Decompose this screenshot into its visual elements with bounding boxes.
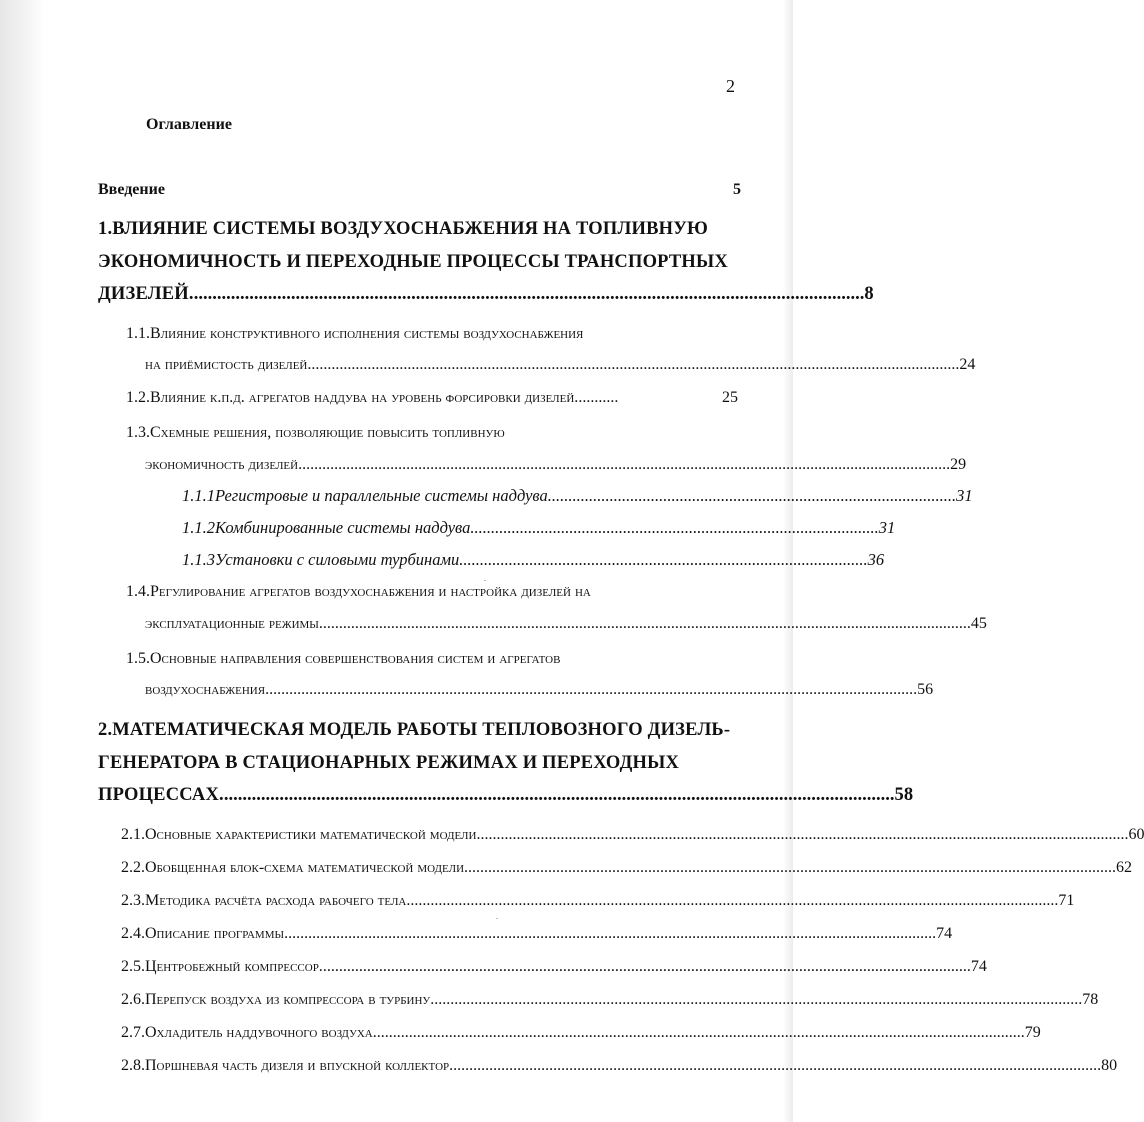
- toc-entry-1-1-2[interactable]: [182, 518, 896, 538]
- toc-page-number: 62: [1116, 859, 1133, 876]
- toc-entry-label: 1.1.2Комбинированные системы наддува.: [182, 518, 475, 537]
- toc-entry-2-2[interactable]: [121, 859, 1133, 877]
- toc-page-number: 45: [970, 615, 987, 632]
- toc-leader: ..................................................................................................................................................................: [376, 1024, 1025, 1041]
- toc-leader: ..................................................................................................: [474, 518, 879, 537]
- toc-page-number: 58: [894, 785, 914, 805]
- toc-page-number: 24: [959, 356, 976, 373]
- section-1-1-line1: 1.1.Влияние конструктивного исполнения системы воздухоснабжения: [126, 325, 584, 342]
- toc-page-number: 74: [970, 958, 987, 975]
- toc-entry-chapter-1[interactable]: [98, 284, 874, 305]
- toc-leader: ..................................................................................................................................................................: [480, 826, 1129, 843]
- toc-entry-label: 2.3.Методика расчёта расхода рабочего тела.: [121, 892, 411, 909]
- toc-entry-1-5[interactable]: [145, 681, 934, 699]
- toc-page-number: 60: [1128, 826, 1144, 843]
- toc-leader: .................................................................................................................................................: [193, 284, 865, 304]
- toc-entry-2-6[interactable]: [121, 991, 1099, 1009]
- scan-speck: [496, 918, 498, 919]
- toc-entry-label: на приёмистость дизелей.: [145, 356, 312, 373]
- toc-page-number: 31: [878, 518, 896, 537]
- toc-page-number: 56: [917, 681, 934, 698]
- toc-title: Оглавление: [146, 116, 232, 133]
- toc-page-number: 74: [936, 925, 953, 942]
- toc-entry-label: 2.2.Обобщенная блок-схема математической модели.: [121, 859, 469, 876]
- toc-entry-label: 2.5.Центробежный компрессор.: [121, 958, 323, 975]
- toc-entry-label: эксплуатационные режимы.: [145, 615, 323, 632]
- toc-entry-label: ДИЗЕЛЕЙ.: [98, 284, 194, 304]
- toc-page-number: 8: [864, 284, 874, 304]
- toc-page-number: 71: [1058, 892, 1075, 909]
- toc-leader: ..................................................................................................................................................................: [468, 859, 1117, 876]
- toc-entry-1-1[interactable]: [145, 356, 976, 374]
- toc-page-number: 79: [1024, 1024, 1041, 1041]
- toc-entry-label: 1.1.1Регистровые и параллельные системы наддува.: [182, 486, 552, 505]
- toc-entry-1-4[interactable]: [145, 615, 987, 633]
- section-1-3-line1: 1.3.Схемные решения, позволяющие повысить топливную: [126, 424, 505, 441]
- toc-leader: ..................................................................................................................................................................: [322, 958, 971, 975]
- toc-entry-label: воздухоснабжения.: [145, 681, 270, 698]
- toc-leader: ..................................................................................................: [551, 486, 957, 505]
- toc-entry-label: 2.8.Поршневая часть дизеля и впускной коллектор.: [121, 1057, 454, 1074]
- chapter-1-heading-line2: ЭКОНОМИЧНОСТЬ И ПЕРЕХОДНЫЕ ПРОЦЕССЫ ТРАНСПОРТНЫХ: [98, 252, 728, 272]
- toc-page-number: 78: [1082, 991, 1099, 1008]
- toc-entry-label: экономичность дизелей.: [145, 456, 303, 473]
- toc-leader: ..................................................................................................................................................................: [288, 925, 937, 942]
- toc-leader: ..................................................................................................................................................................: [410, 892, 1059, 909]
- page-number: 2: [726, 76, 735, 96]
- toc-entry-intro[interactable]: [98, 181, 741, 199]
- toc-entry-1-3[interactable]: [145, 456, 967, 474]
- toc-entry-label: 2.1.Основные характеристики математической модели.: [121, 826, 481, 843]
- toc-entry-label: 1.1.3Установки с силовыми турбинами.: [182, 550, 464, 569]
- toc-leader: ..................................................................................................................................................................: [302, 456, 951, 473]
- toc-leader: ..................................................................................................................................................................: [311, 356, 960, 373]
- scan-left-edge: [0, 0, 44, 1122]
- toc-leader: .................................................................................................................................................: [223, 785, 895, 805]
- toc-leader: ..................................................................................................................................................................: [453, 1057, 1102, 1074]
- toc-leader: ..................................................................................................................................................................: [434, 991, 1083, 1008]
- toc-entry-2-8[interactable]: [121, 1057, 1118, 1075]
- scan-speck: [484, 580, 486, 581]
- toc-entry-label: 2.7.Охладитель наддувочного воздуха.: [121, 1024, 377, 1041]
- toc-page-number: 25: [722, 389, 738, 406]
- toc-leader: ..........: [578, 389, 619, 406]
- section-1-4-line1: 1.4.Регулирование агрегатов воздухоснабжения и настройка дизелей на: [126, 583, 591, 600]
- toc-page-number: 5: [733, 181, 741, 198]
- toc-entry-1-2[interactable]: [126, 389, 738, 407]
- toc-entry-1-1-1[interactable]: [182, 486, 973, 506]
- toc-page-number: 36: [867, 550, 885, 569]
- toc-entry-label: Введение: [98, 181, 165, 198]
- toc-entry-chapter-2[interactable]: [98, 785, 914, 806]
- chapter-2-heading-line1: 2.МАТЕМАТИЧЕСКАЯ МОДЕЛЬ РАБОТЫ ТЕПЛОВОЗНОГО ДИЗЕЛЬ-: [98, 720, 731, 740]
- toc-entry-label: 1.2.Влияние к.п.д. агрегатов наддува на уровень форсировки дизелей.: [126, 389, 579, 406]
- toc-entry-2-3[interactable]: [121, 892, 1075, 910]
- toc-leader: ..................................................................................................................................................................: [322, 615, 971, 632]
- toc-entry-2-4[interactable]: [121, 925, 953, 943]
- toc-entry-label: 2.4.Описание программы.: [121, 925, 289, 942]
- toc-page-number: 29: [950, 456, 967, 473]
- toc-page-number: 31: [956, 486, 973, 505]
- toc-leader: ..................................................................................................................................................................: [269, 681, 918, 698]
- section-1-5-line1: 1.5.Основные направления совершенствования систем и агрегатов: [126, 650, 561, 667]
- toc-leader: ..................................................................................................: [463, 550, 868, 569]
- toc-entry-2-1[interactable]: [121, 826, 1144, 844]
- toc-entry-1-1-3[interactable]: [182, 550, 885, 570]
- chapter-1-heading-line1: 1.ВЛИЯНИЕ СИСТЕМЫ ВОЗДУХОСНАБЖЕНИЯ НА ТОПЛИВНУЮ: [98, 219, 708, 239]
- toc-page-number: 80: [1101, 1057, 1118, 1074]
- toc-entry-2-7[interactable]: [121, 1024, 1041, 1042]
- chapter-2-heading-line2: ГЕНЕРАТОРА В СТАЦИОНАРНЫХ РЕЖИМАХ И ПЕРЕХОДНЫХ: [98, 753, 680, 773]
- toc-entry-label: ПРОЦЕССАХ.: [98, 785, 224, 805]
- toc-entry-label: 2.6.Перепуск воздуха из компрессора в турбину.: [121, 991, 435, 1008]
- toc-entry-2-5[interactable]: [121, 958, 987, 976]
